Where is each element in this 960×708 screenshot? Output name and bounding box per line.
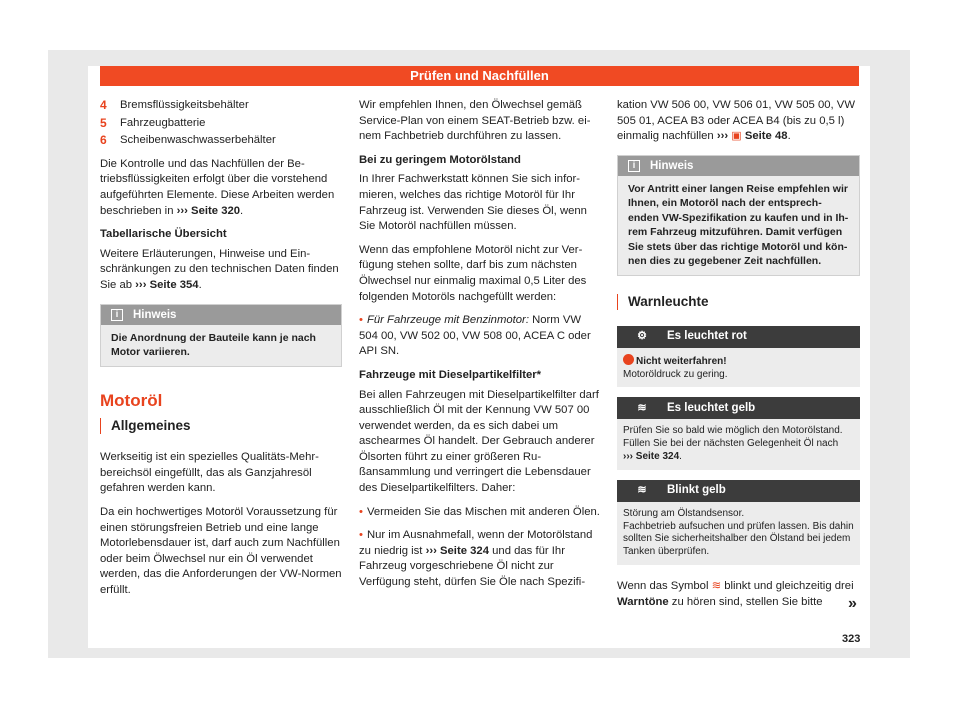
column-3 (617, 98, 860, 618)
bullet-item: • Für Fahrzeuge mit Benzinmotor: Norm VW 504 00, VW 502 00, VW 508 00, ACEA C oder API SN. (359, 314, 591, 358)
book-icon: ▣ (731, 130, 742, 143)
page-number: 323 (842, 633, 861, 645)
warning-box-body: Prüfen Sie so bald wie möglich den Motorölstand. Füllen Sie bei der nächsten Gelegenheit Öl nach ››› Seite 324. (617, 419, 860, 469)
bullet-item: • Nur im Ausnahmefall, wenn der Motorölstand zu niedrig ist ››› Seite 324 und das für Ihr Fahrzeug vorgeschriebene Öl nicht zur Verfügung steht, dürfen Sie Öle nach Spezifi- (359, 529, 593, 589)
subheading-diesel: Fahrzeuge mit Dieselpartikelfilter* (359, 368, 542, 381)
hint-box (617, 155, 860, 276)
overview-paragraph: Weitere Erläuterungen, Hinweise und Einschränkungen zu den technischen Daten finden Sie ab ››› Seite 354. (100, 247, 339, 291)
oil-level-icon: ≋ (637, 401, 647, 414)
page-reference-link[interactable]: ››› Seite 320 (176, 204, 241, 217)
page-reference-link[interactable]: ››› Seite 354 (135, 278, 199, 291)
page-reference-link[interactable]: Seite 48 (744, 130, 788, 143)
item-text: Fahrzeugbatterie (120, 116, 206, 129)
oil-level-icon: ≋ (711, 579, 722, 592)
warning-light-title: Warnleuchte (617, 294, 860, 310)
paragraph: Da ein hochwertiges Motoröl Voraussetzung für einen störungsfreien Betrieb und eine lange Motorlebensdauer ist, darf auch zum Nachfüllen oder beim Ölwechsel nur ein Öl verwendet werden, das die Anforderungen der VW-Normen erfüllt. (100, 505, 342, 596)
hint-body: Vor Antritt einer langen Reise empfehlen wir Ihnen, ein Motoröl nach der entsprechenden VW-Spezifikation zu kaufen und in Ihrem Fahrzeug mitzuführen. Damit verfügen Sie stets über das richtige Motoröl und können dies zu gegebener Zeit nachfüllen. (618, 176, 859, 275)
oil-level-icon: ≋ (637, 483, 647, 496)
section-header: Prüfen und Nachfüllen (100, 66, 859, 86)
hint-header: i Hinweis (101, 305, 341, 325)
paragraph: Bei allen Fahrzeugen mit Dieselpartikelfilter darf ausschließlich Öl mit der Kennung VW 507 00 verwendet werden, da es sich dabei um aschearmes Öl handelt. Der Gebrauch anderer Ölsorten führt zu einer größeren Rußansammlung und verringert die Lebensdauer des Dieselpartikelfilters. Daher: (359, 388, 599, 495)
page-reference-link[interactable]: ››› Seite 324 (425, 544, 489, 557)
list-item (100, 116, 342, 132)
stop-icon (623, 354, 634, 365)
warning-box-red (617, 326, 860, 388)
bullet-icon: • (359, 505, 363, 518)
list-item (100, 133, 342, 149)
paragraph: Wenn das Symbol ≋ blinkt und gleichzeitig drei Warntöne zu hören sind, stellen Sie bitte (617, 579, 854, 608)
warning-box-header: ≋ Blinkt gelb (617, 480, 860, 502)
warning-box-body: Störung am Ölstandsensor. Fachbetrieb aufsuchen und prüfen lassen. Bis dahin sollten Sie sicherheitshalber den Ölstand bei jedem Tanken überprüfen. (617, 502, 860, 565)
list-item (100, 98, 342, 114)
item-text: Scheibenwaschwasserbehälter (120, 134, 276, 147)
section-title: Motoröl (100, 390, 163, 410)
subheading-overview: Tabellarische Übersicht (100, 228, 227, 241)
warning-box-blinking (617, 480, 860, 565)
oil-can-icon: ⚙ (637, 329, 647, 342)
column-1 (100, 98, 342, 606)
column-2 (359, 98, 601, 599)
bullet-icon: • (359, 314, 363, 327)
intro-paragraph: Die Kontrolle und das Nachfüllen der Betriebsflüssigkeiten erfolgt über die vorstehend aufgeführten Elemente. Diese Arbeiten werden beschrieben in ››› Seite 320. (100, 157, 335, 217)
paragraph: In Ihrer Fachwerkstatt können Sie sich informieren, welches das richtige Motoröl für Ihr Fahrzeug ist. Verwenden Sie dieses Öl, wenn Sie Motoröl nachfüllen müssen. (359, 173, 587, 233)
subheading-low-oil: Bei zu geringem Motorölstand (359, 153, 521, 166)
warning-box-body: Nicht weiterfahren! Motoröldruck zu gering. (617, 348, 860, 388)
item-number: 5 (100, 115, 107, 130)
info-icon: i (111, 309, 123, 321)
subsection-title: Allgemeines (100, 418, 342, 434)
item-text: Bremsflüssigkeitsbehälter (120, 99, 249, 111)
paragraph: kation VW 506 00, VW 506 01, VW 505 00, VW 505 01, ACEA B3 oder ACEA B4 (bis zu 0,5 l) einmalig nachfüllen ››› ▣ Seite 48. (617, 98, 860, 145)
continue-arrow-icon: » (848, 595, 857, 612)
paragraph: Werkseitig ist ein spezielles Qualitäts-Mehrbereichsöl eingefüllt, das als Ganzjahresöl gefahren werden kann. (100, 451, 319, 495)
warning-box-header: ≋ Es leuchtet gelb (617, 397, 860, 419)
paragraph: Wir empfehlen Ihnen, den Ölwechsel gemäß Service-Plan von einem SEAT-Betrieb bzw. einem Fachbetrieb durchführen zu lassen. (359, 99, 591, 143)
info-icon: i (628, 160, 640, 172)
hint-header: i Hinweis (618, 156, 859, 176)
bullet-icon: • (359, 529, 363, 542)
numbered-list (100, 98, 342, 149)
item-number: 4 (100, 98, 107, 112)
warning-box-header: ⚙ Es leuchtet rot (617, 326, 860, 348)
warning-box-yellow (617, 397, 860, 469)
bullet-item: • Vermeiden Sie das Mischen mit anderen Ölen. (359, 505, 600, 518)
item-number: 6 (100, 133, 107, 148)
hint-body: Die Anordnung der Bauteile kann je nach Motor variieren. (101, 325, 341, 366)
page-reference-link[interactable]: ››› Seite 324 (623, 450, 680, 462)
paragraph: Wenn das empfohlene Motoröl nicht zur Verfügung stehen sollte, darf bis zum nächsten Ölwechsel nur einmalig maximal 0,5 Liter des folgenden Motoröls nachgefüllt werden: (359, 243, 587, 303)
hint-box (100, 304, 342, 367)
